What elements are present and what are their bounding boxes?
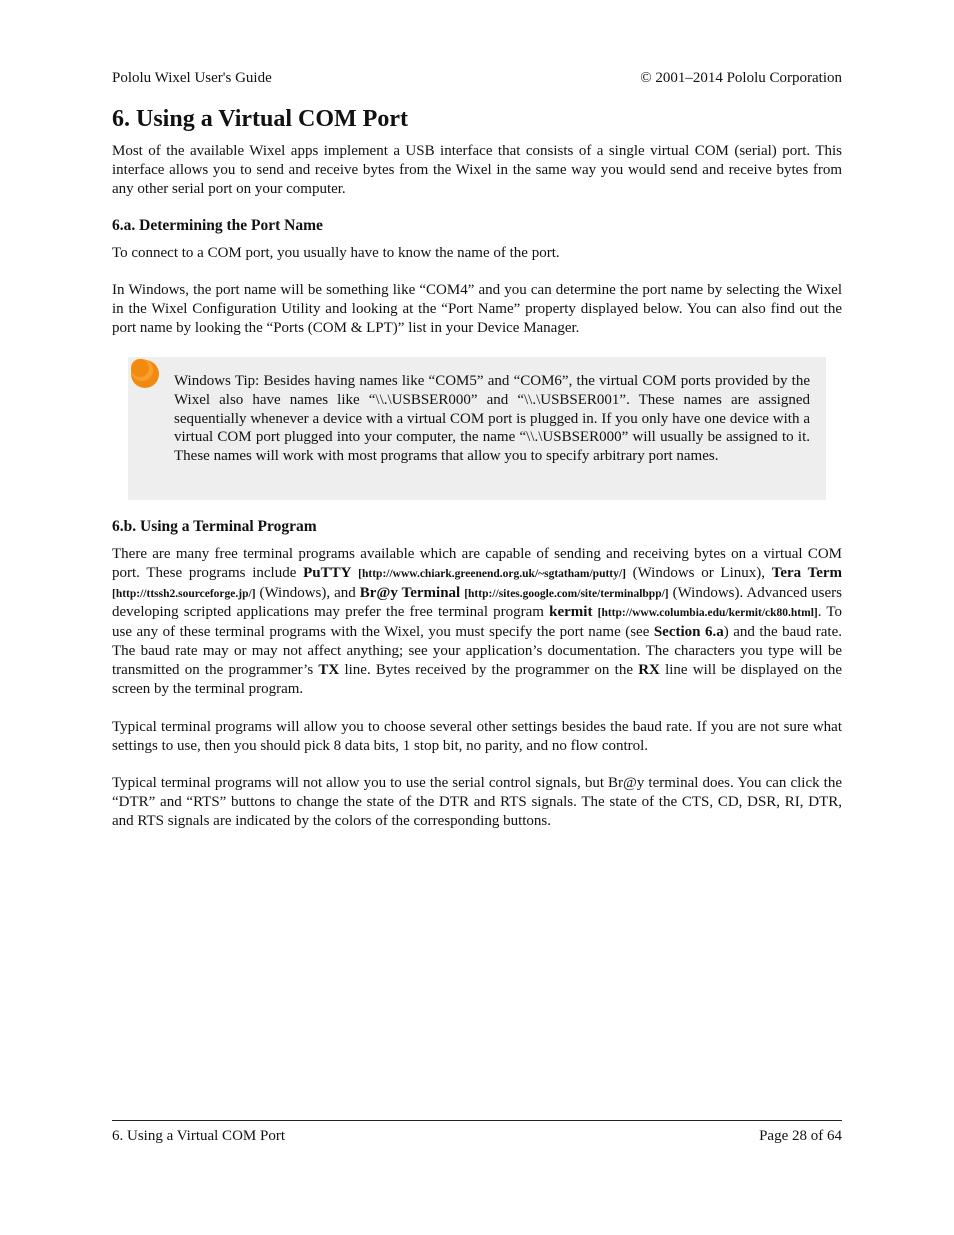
port-name-paragraph-1: To connect to a COM port, you usually have to know the name of the port. <box>112 245 560 261</box>
section-title: 6. Using a Virtual COM Port <box>112 106 408 132</box>
port-name-paragraph-2: In Windows, the port name will be something like “COM4” and you can determine the port name by selecting the Wixel in the Wixel Configuration Utility and looking at the “Port Name” property displayed below. You can also find out the port name by looking the “Ports (COM & LPT)” list in your Device Manager. <box>112 282 842 336</box>
header-copyright: © 2001–2014 Pololu Corporation <box>640 70 842 86</box>
page-footer <box>112 1120 842 1144</box>
section-6a-link[interactable]: Section 6.a <box>653 624 724 641</box>
putty-link[interactable]: PuTTY <box>303 564 352 581</box>
subsection-heading-port-name: 6.a. Determining the Port Name <box>112 217 323 234</box>
control-signals-paragraph: Typical terminal programs will not allow you to use the serial control signals, but Br@y terminal does. You can click the “DTR” and “RTS” buttons to change the state of the DTR and RTS signals. The state of the CTS, CD, DSR, RI, DTR, and RTS signals are indicated by the colors of the corresponding buttons. <box>112 775 842 829</box>
footer-page-number: Page 28 of 64 <box>759 1128 842 1144</box>
header-guide-title: Pololu Wixel User's Guide <box>112 70 272 86</box>
rx-label: RX <box>638 661 660 678</box>
tx-label: TX <box>318 661 340 678</box>
terminal-settings-paragraph: Typical terminal programs will allow you to choose several other settings besides the baud rate. If you are not sure what settings to use, then you should pick 8 data bits, 1 stop bit, no parity, and no flow control. <box>112 719 842 754</box>
tera-term-link[interactable]: Tera Term <box>771 564 843 581</box>
subsection-heading-terminal: 6.b. Using a Terminal Program <box>112 518 317 535</box>
footer-section-name: 6. Using a Virtual COM Port <box>112 1128 285 1144</box>
putty-url[interactable]: [http://www.chiark.greenend.org.uk/~sgtatham/putty/] <box>358 567 626 580</box>
intro-paragraph: Most of the available Wixel apps implement a USB interface that consists of a single virtual COM (serial) port. This interface allows you to send and receive bytes from the Wixel in the same way you would send and receive bytes from any other serial port on your computer. <box>112 143 842 197</box>
bray-terminal-url[interactable]: [http://sites.google.com/site/terminalbpp/] <box>464 587 669 600</box>
terminal-programs-paragraph: There are many free terminal programs available which are capable of sending and receiving bytes on a virtual COM port. These programs include PuTTY [http://www.chiark.greenend.org.uk/~sgtatham/putty/] (Windows or Linux), Tera Term [http://ttssh2.sourceforge.jp/] (Windows), and Br@y Terminal [http://sites.google.com/site/terminalbpp/] (Windows). Advanced users developing scripted applications may prefer the free terminal program kermit [http://www.columbia.edu/kermit/ck80.html]. To use any of these terminal programs with the Wixel, you must specify the port name (see Section 6.a) and the baud rate. The baud rate may or may not affect anything; see your application’s documentation. The characters you type will be transmitted on the programmer’s TX line. Bytes received by the programmer on the RX line will be displayed on the screen by the terminal program. <box>112 546 843 697</box>
kermit-link[interactable]: kermit <box>549 604 593 621</box>
kermit-url[interactable]: [http://www.columbia.edu/kermit/ck80.html] <box>597 607 818 620</box>
windows-tip-box <box>128 357 826 500</box>
tera-term-url[interactable]: [http://ttssh2.sourceforge.jp/] <box>112 587 256 600</box>
tip-bulb-icon <box>128 357 162 391</box>
windows-tip-text: Windows Tip: Besides having names like “COM5” and “COM6”, the virtual COM ports provided by the Wixel also have names like “\\.\USBSER000” and “\\.\USBSER001”. These names are assigned sequentially whenever a device with a virtual COM port is plugged in. If you only have one device with a virtual COM port plugged into your computer, the name “\\.\USBSER000” will usually be assigned to it. These names will work with most programs that allow you to specify arbitrary port names. <box>174 373 810 465</box>
bray-terminal-link[interactable]: Br@y Terminal <box>359 584 461 601</box>
